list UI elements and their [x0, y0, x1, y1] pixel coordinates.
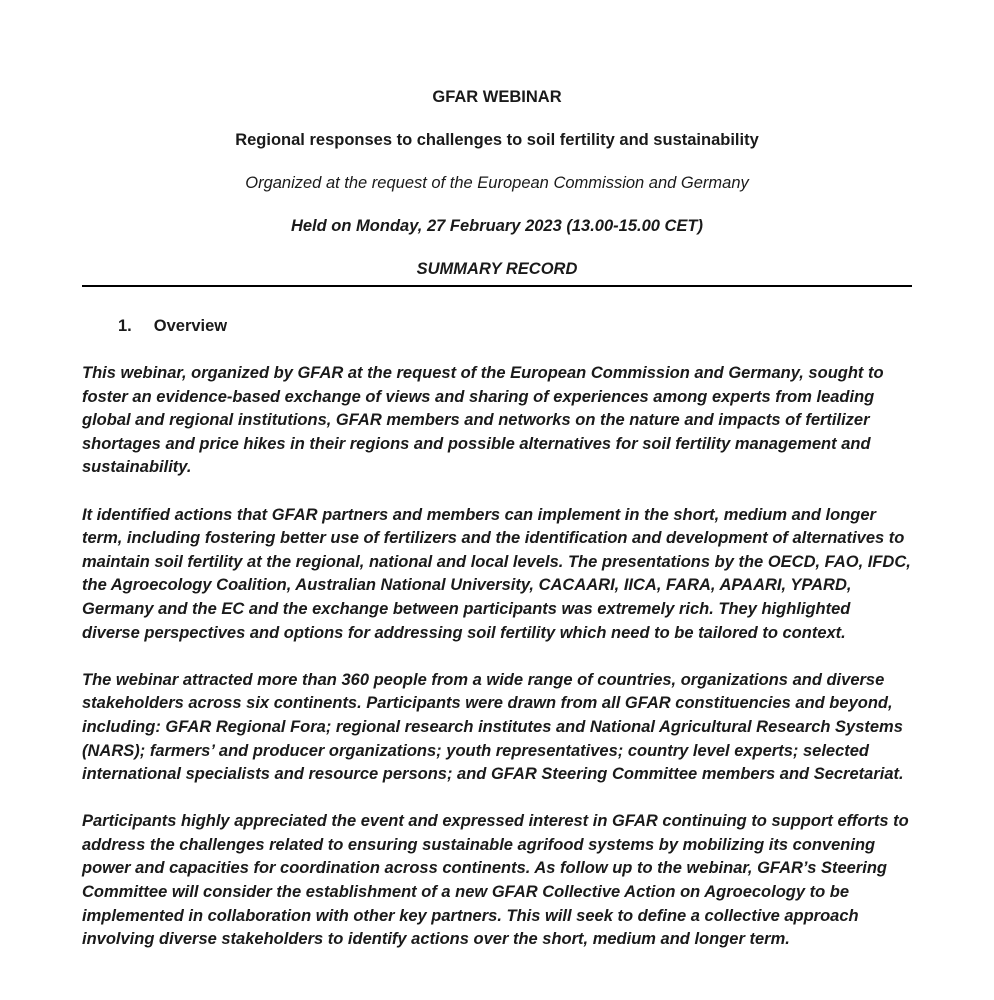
document-title: GFAR WEBINAR [432, 88, 562, 106]
section-heading-overview [118, 317, 912, 336]
paragraph-webinar-purpose: This webinar, organized by GFAR at the request of the European Commission and Germany, sought to foster an evidence-based exchange of views and sharing of experiences among experts from leading global and regional institutions, GFAR members and networks on the nature and impacts of fertilizer shortages and price hikes in their regions and possible alternatives for soil fertility management and sustainability. [82, 364, 884, 477]
document-header [82, 88, 912, 279]
document-subtitle: Regional responses to challenges to soil fertility and sustainability [235, 131, 759, 149]
header-divider [82, 285, 912, 287]
date-line: Held on Monday, 27 February 2023 (13.00-15.00 CET) [290, 217, 704, 235]
section-number: 1. [118, 317, 132, 335]
paragraph-participant-feedback: Participants highly appreciated the event and expressed interest in GFAR continuing to support efforts to address the challenges related to ensuring sustainable agrifood systems by mobilizing its convening power and capacities for coordination across continents. As follow up to the webinar, GFAR’s Steering Committee will consider the establishment of a new GFAR Collective Action on Agroecology to be implemented in collaboration with other key partners. This will seek to define a collective approach involving diverse stakeholders to identify actions over the short, medium and longer term. [82, 812, 909, 949]
paragraph-attendance: The webinar attracted more than 360 people from a wide range of countries, organizations and diverse stakeholders across six continents. Participants were drawn from all GFAR constituencies and beyond, including: GFAR Regional Fora; regional research institutes and National Agricultural Research Systems (NARS); farmers’ and producer organizations; youth representatives; country level experts; selected international specialists and resource persons; and GFAR Steering Committee members and Secretariat. [82, 670, 904, 784]
paragraph-identified-actions: It identified actions that GFAR partners and members can implement in the short, medium and longer term, including fostering better use of fertilizers and the identification and development of alternatives to maintain soil fertility at the regional, national and local levels. The presentations by the OECD, FAO, IFDC, the Agroecology Coalition, Australian National University, CACAARI, IICA, FARA, APAARI, YPARD, Germany and the EC and the exchange between participants was extremely rich. They highlighted diverse perspectives and options for addressing soil fertility which need to be tailored to context. [82, 505, 911, 642]
section-title: Overview [153, 317, 228, 335]
organizer-line: Organized at the request of the European Commission and Germany [245, 174, 749, 192]
summary-record-label: SUMMARY RECORD [416, 260, 578, 278]
